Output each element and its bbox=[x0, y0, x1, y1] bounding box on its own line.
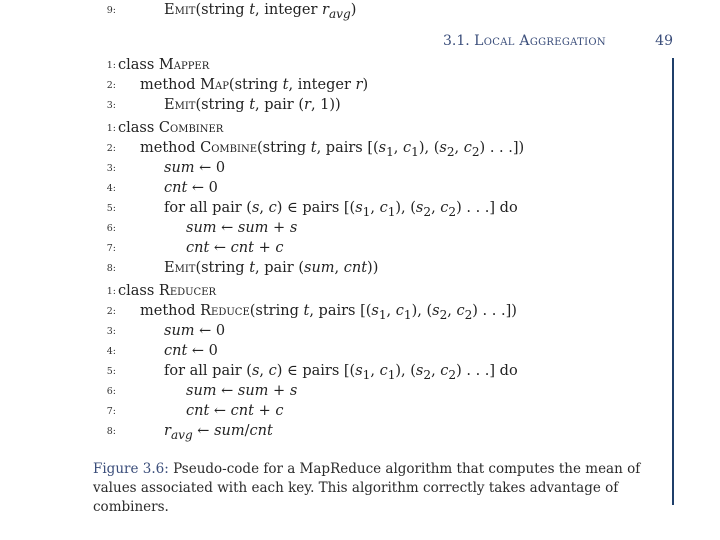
line-number: 5: bbox=[106, 203, 116, 214]
line-number: 2: bbox=[106, 80, 116, 91]
line-number: 3: bbox=[106, 100, 116, 111]
line-number: 2: bbox=[106, 306, 116, 317]
line-number: 2: bbox=[106, 143, 116, 154]
code-text: method Reduce(string t, pairs [($s_1$, $c_1$), ($s_2$, $c_2$) . . .]) bbox=[140, 303, 517, 322]
line-number: 3: bbox=[106, 163, 116, 174]
code-text: Emit(string t, pair (r, 1)) bbox=[164, 97, 341, 113]
code-text: method Combine(string t, pairs [($s_1$, $c_1$), ($s_2$, $c_2$) . . .]) bbox=[140, 140, 525, 159]
line-number: 7: bbox=[106, 243, 116, 254]
line-number: 1: bbox=[106, 123, 116, 134]
section-title: Local Aggregation bbox=[474, 33, 606, 49]
margin-rule bbox=[672, 58, 674, 505]
code-text: Emit(string t, integer $r_{avg}$) bbox=[164, 2, 357, 21]
line-number: 8: bbox=[106, 426, 116, 437]
code-text: cnt ← cnt + c bbox=[186, 240, 284, 256]
line-number: 4: bbox=[106, 183, 116, 194]
line-number: 1: bbox=[106, 60, 116, 71]
line-number: 6: bbox=[106, 223, 116, 234]
code-text: method Map(string t, integer r) bbox=[140, 77, 369, 93]
code-text: class Reducer bbox=[118, 283, 217, 299]
code-text: sum ← 0 bbox=[164, 160, 226, 176]
section-number: 3.1. bbox=[443, 33, 470, 49]
page-number: 49 bbox=[655, 33, 673, 49]
code-text: $r_{avg}$ ← sum/cnt bbox=[164, 423, 273, 442]
line-number: 4: bbox=[106, 346, 116, 357]
code-text: Emit(string t, pair (sum, cnt)) bbox=[164, 260, 379, 276]
code-text: sum ← sum + s bbox=[186, 220, 298, 236]
code-text: cnt ← 0 bbox=[164, 343, 218, 359]
code-text: cnt ← cnt + c bbox=[186, 403, 284, 419]
code-text: class Combiner bbox=[118, 120, 224, 136]
caption-label: Figure 3.6: bbox=[93, 461, 169, 477]
line-number: 9: bbox=[106, 5, 116, 16]
caption-text: Pseudo-code for a MapReduce algorithm that computes the mean of values associated with each key. This algorithm correctly takes advantage of combiners. bbox=[93, 461, 641, 515]
line-number: 8: bbox=[106, 263, 116, 274]
line-number: 5: bbox=[106, 366, 116, 377]
code-text: cnt ← 0 bbox=[164, 180, 218, 196]
figure-caption bbox=[93, 460, 663, 517]
line-number: 7: bbox=[106, 406, 116, 417]
code-text: sum ← 0 bbox=[164, 323, 226, 339]
line-number: 6: bbox=[106, 386, 116, 397]
code-text: for all pair (s, c) ∈ pairs [($s_1$, $c_1$), ($s_2$, $c_2$) . . .] do bbox=[164, 363, 518, 382]
code-text: sum ← sum + s bbox=[186, 383, 298, 399]
line-number: 3: bbox=[106, 326, 116, 337]
code-text: for all pair (s, c) ∈ pairs [($s_1$, $c_1$), ($s_2$, $c_2$) . . .] do bbox=[164, 200, 518, 219]
line-number: 1: bbox=[106, 286, 116, 297]
code-text: class Mapper bbox=[118, 57, 210, 73]
running-head bbox=[443, 33, 673, 53]
